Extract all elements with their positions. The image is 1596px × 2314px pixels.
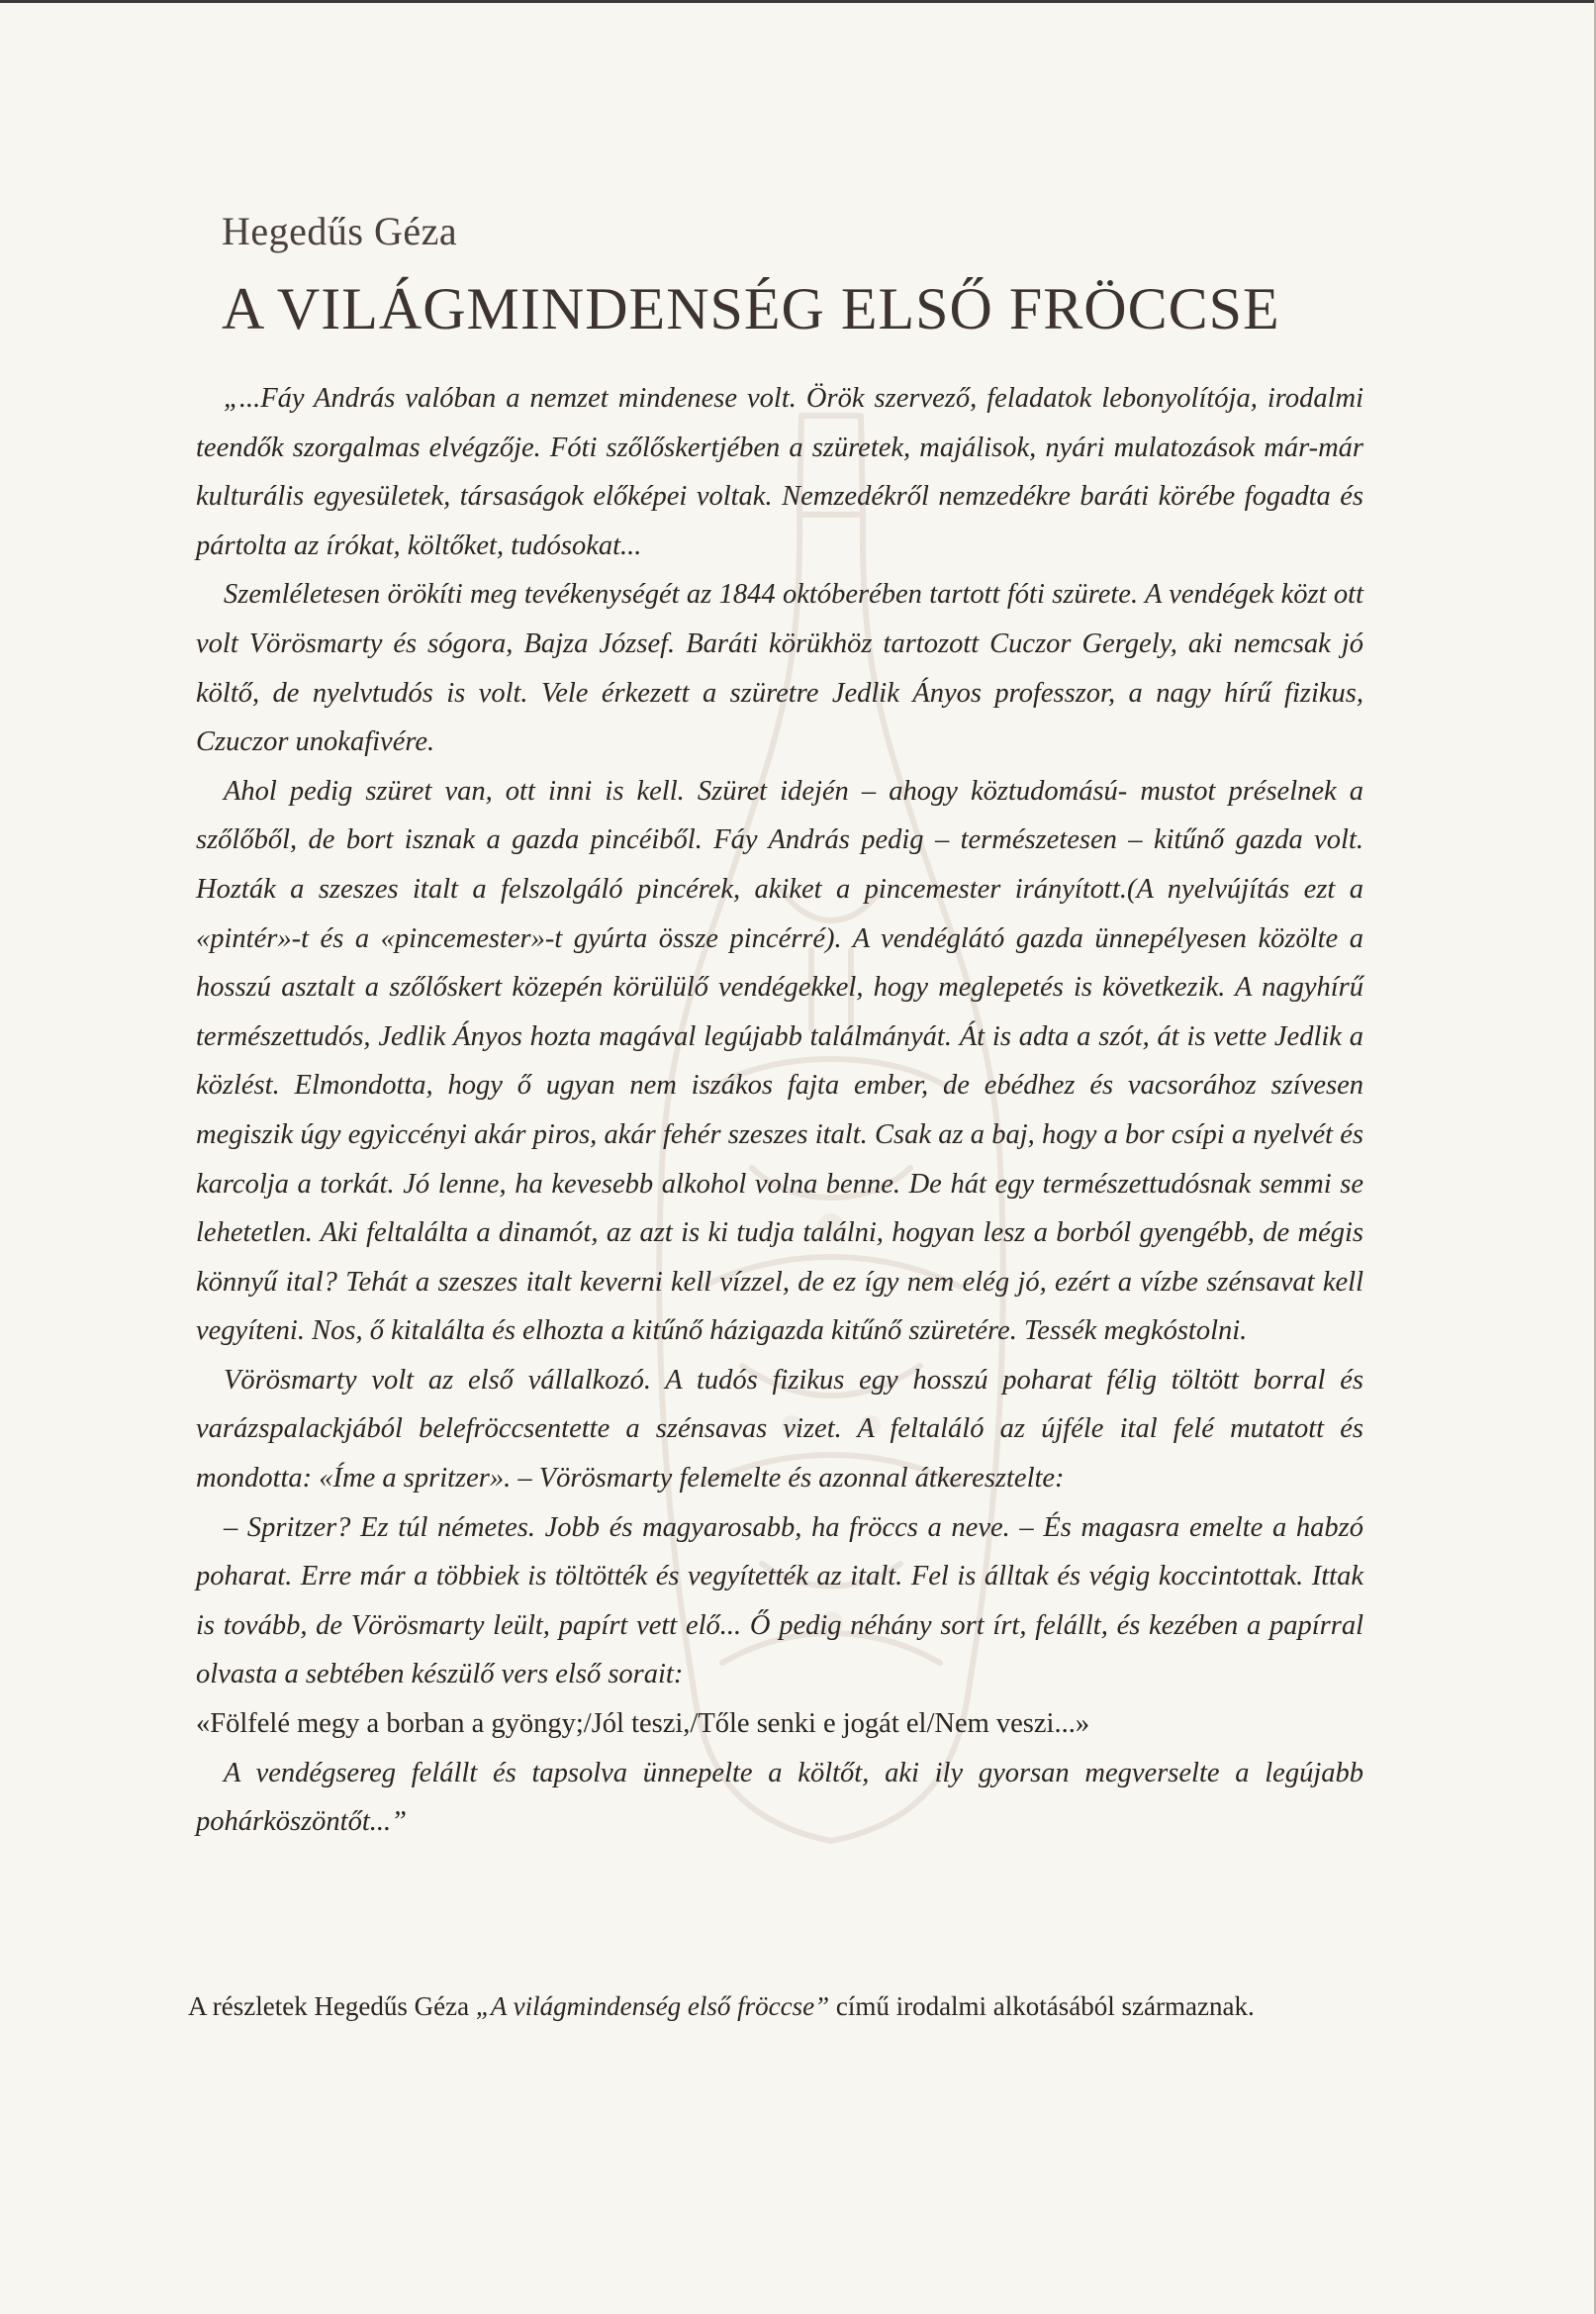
source-footnote <box>188 1991 1375 2022</box>
paragraph: Szemléletesen örökíti meg tevékenységét az 1844 októberében tartott fóti szürete. A vendégek közt ott volt Vörösmarty és sógora, Bajza József. Baráti körükhöz tartozott Cuczor Gergely, aki nemcsak jó költő, de nyelvtudós is volt. Vele érkezett a szüretre Jedlik Ányos professzor, a nagy hírű fizikus, Czuczor unokafivére. <box>196 579 1363 758</box>
verse-quote: «Fölfelé megy a borban a gyöngy;/Jól teszi,/Tőle senki e jogát el/Nem veszi...» <box>196 1708 1090 1740</box>
paragraph: Ahol pedig szüret van, ott inni is kell. Szüret idején – ahogy köztudomású- mustot préselnek a szőlőből, de bort isznak a gazda pincéiből. Fáy András pedig – természetesen – kitűnő gazda volt. Hozták a szeszes italt a felszolgáló pincérek, akiket a pincemester irányított.(A nyelvújítás ezt a «pintér»-t és a «pincemester»-t gyúrta össze pincérré). A vendéglátó gazda ünnepélyesen közölte a hosszú asztalt a szőlőskert közepén körülülő vendégekkel, hogy meglepetés is következik. A nagyhírű természettudós, Jedlik Ányos hozta magával legújabb találmányát. Át is adta a szót, át is vette Jedlik a közlést. Elmondotta, hogy ő ugyan nem iszákos fajta ember, de ebédhez és vacsorához szívesen megiszik úgy egyiccényi akár piros, akár fehér szeszes italt. Csak az a baj, hogy a bor csípi a nyelvét és karcolja a torkát. Jó lenne, ha kevesebb alkohol volna benne. De hát egy természettudósnak semmi se lehetetlen. Aki feltalálta a dinamót, az azt is ki tudja találni, hogyan lesz a borból gyengébb, de mégis könnyű ital? Tehát a szeszes italt keverni kell vízzel, de ez így nem elég jó, ezért a vízbe szénsavat kell vegyíteni. Nos, ő kitalálta és elhozta a kitűnő házigazda kitűnő szüretére. Tessék megkóstolni. <box>196 775 1363 1347</box>
footnote-prefix: A részletek Hegedűs Géza <box>188 1991 476 2021</box>
paragraph: Vörösmarty volt az első vállalkozó. A tudós fizikus egy hosszú poharat félig töltött borral és varázspalackjából belefröccsentette a szénsavas vizet. A feltaláló az újféle ital felé mutatott és mondotta: «Íme a spritzer». – Vörösmarty felemelte és azonnal átkeresztelte: <box>196 1364 1363 1494</box>
page-title: A VILÁGMINDENSÉG ELSŐ FRÖCCSE <box>222 276 1280 341</box>
article-body <box>196 374 1363 1847</box>
footnote-suffix: című irodalmi alkotásából származnak. <box>829 1991 1255 2021</box>
scan-top-edge <box>0 0 1596 3</box>
paragraph: „...Fáy András valóban a nemzet mindenese volt. Örök szervező, feladatok lebonyolítója, irodalmi teendők szorgalmas elvégzője. Fóti szőlőskertjében a szüretek, majálisok, nyári mulatozások már-már kulturális egyesületek, társaságok előképei voltak. Nemzedékről nemzedékre baráti körébe fogadta és pártolta az írókat, költőket, tudósokat... <box>196 383 1363 561</box>
footnote-work-title: „A világmindenség első fröccse” <box>475 1991 830 2021</box>
author-name: Hegedűs Géza <box>222 209 458 253</box>
paragraph: – Spritzer? Ez túl németes. Jobb és magyarosabb, ha fröccs a neve. – És magasra emelte a habzó poharat. Erre már a többiek is töltötték és vegyítették az italt. Fel is álltak és végig koccintottak. Ittak is tovább, de Vörösmarty leült, papírt vett elő... Ő pedig néhány sort írt, felállt, és kezében a papírral olvasta a sebtében készülő vers első sorait: <box>196 1511 1363 1690</box>
closing-paragraph: A vendégsereg felállt és tapsolva ünnepelte a költőt, aki ily gyorsan megverselte a legújabb pohárköszöntőt...” <box>196 1757 1363 1838</box>
